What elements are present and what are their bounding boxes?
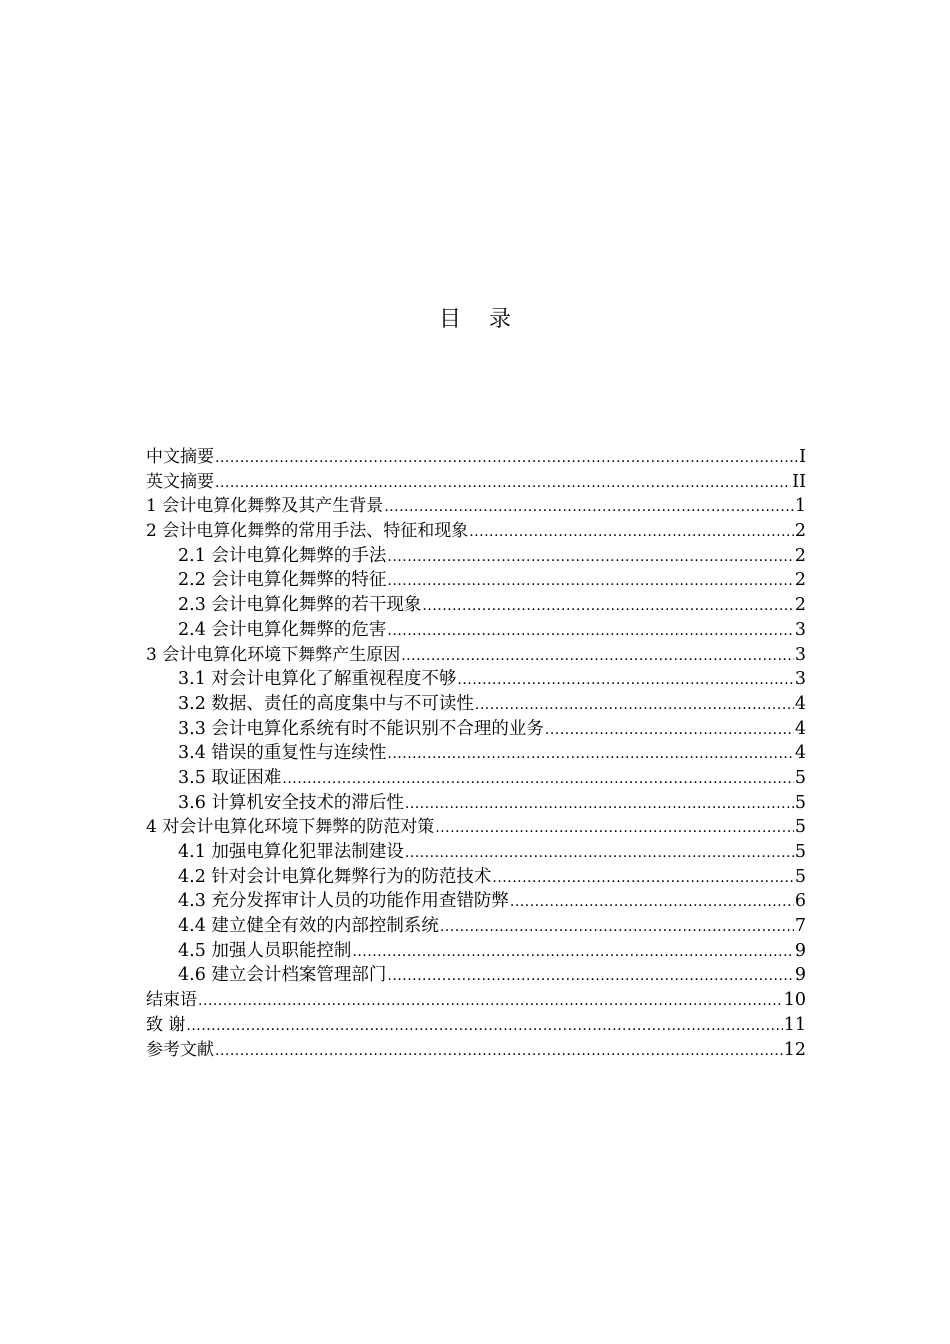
toc-dot-leader <box>387 569 793 593</box>
toc-entry-page: 2 <box>794 570 806 591</box>
toc-entry[interactable] <box>146 741 806 766</box>
toc-entry-label: 3.5 取证困难 <box>178 767 282 788</box>
toc-entry-page: 4 <box>794 743 806 764</box>
toc-entry-label: 4.4 建立健全有效的内部控制系统 <box>178 916 439 937</box>
toc-dot-leader <box>387 964 793 988</box>
toc-entry-label: 结束语 <box>146 990 197 1011</box>
toc-entry[interactable] <box>146 939 806 964</box>
toc-entry-page: 5 <box>794 792 806 813</box>
toc-dot-leader <box>457 668 793 692</box>
toc-dot-leader <box>215 1039 783 1063</box>
toc-title: 目录 <box>438 307 539 332</box>
toc-dot-leader <box>492 866 793 890</box>
toc-dot-leader <box>405 841 794 865</box>
toc-entry[interactable] <box>146 445 806 470</box>
toc-entry[interactable] <box>146 963 806 988</box>
toc-entry-label: 3.1 对会计电算化了解重视程度不够 <box>178 669 457 690</box>
toc-entry-page: 9 <box>794 965 806 986</box>
toc-entry[interactable] <box>146 643 806 668</box>
toc-entry[interactable] <box>146 717 806 742</box>
toc-entry[interactable] <box>146 889 806 914</box>
toc-entry[interactable] <box>146 544 806 569</box>
toc-dot-leader <box>387 619 793 643</box>
toc-entry-page: 10 <box>783 990 806 1011</box>
toc-entry-label: 4.2 针对会计电算化舞弊行为的防范技术 <box>178 866 492 887</box>
toc-entry[interactable] <box>146 593 806 618</box>
toc-entry[interactable] <box>146 667 806 692</box>
toc-entry-label: 2.4 会计电算化舞弊的危害 <box>178 619 387 640</box>
toc-entry-page: 3 <box>794 619 806 640</box>
toc-entry-page: 2 <box>794 545 806 566</box>
toc-entry[interactable] <box>146 988 806 1013</box>
toc-dot-leader <box>352 940 793 964</box>
toc-entry-page: 1 <box>794 496 806 517</box>
toc-entry-label: 3.6 计算机安全技术的滞后性 <box>178 792 404 813</box>
toc-entry[interactable] <box>146 840 806 865</box>
toc-dot-leader <box>510 890 794 914</box>
toc-entry-page: 5 <box>794 767 806 788</box>
toc-entry-label: 中文摘要 <box>146 447 214 467</box>
toc-entry[interactable] <box>146 494 806 519</box>
toc-entry[interactable] <box>146 692 806 717</box>
toc-entry-page: 9 <box>794 940 806 961</box>
toc-entry-page: 5 <box>794 817 806 838</box>
toc-entry[interactable] <box>146 791 806 816</box>
toc-dot-leader <box>545 718 794 742</box>
toc-dot-leader <box>387 742 793 766</box>
toc-dot-leader <box>215 446 798 470</box>
toc-entry-label: 4.5 加强人员职能控制 <box>178 940 352 961</box>
toc-entry-page: II <box>792 471 806 492</box>
toc-entry-page: 5 <box>794 866 806 887</box>
toc-entry-page: 2 <box>794 521 806 542</box>
toc-entry[interactable] <box>146 766 806 791</box>
toc-entry-page: 6 <box>794 891 806 912</box>
toc-dot-leader <box>401 644 794 668</box>
toc-entry-label: 2.1 会计电算化舞弊的手法 <box>178 545 387 566</box>
toc-dot-leader <box>387 545 793 569</box>
toc-entry-label: 4.1 加强电算化犯罪法制建设 <box>178 842 404 862</box>
table-of-contents <box>146 445 806 1062</box>
toc-dot-leader <box>198 989 783 1013</box>
toc-dot-leader <box>282 767 793 791</box>
toc-dot-leader <box>215 471 791 495</box>
toc-entry-page: 12 <box>783 1039 806 1060</box>
toc-entry[interactable] <box>146 815 806 840</box>
toc-dot-leader <box>405 792 794 816</box>
toc-dot-leader <box>384 495 794 519</box>
toc-entry-page: I <box>799 447 806 467</box>
toc-entry-label: 致 谢 <box>146 1014 186 1035</box>
toc-entry-page: 7 <box>794 916 806 937</box>
toc-dot-leader <box>440 915 794 939</box>
toc-entry-page: 3 <box>794 644 806 665</box>
toc-entry-page: 4 <box>794 693 806 714</box>
toc-entry-page: 3 <box>794 669 806 690</box>
toc-entry-page: 5 <box>794 842 806 862</box>
toc-entry-label: 参考文献 <box>146 1039 214 1060</box>
toc-entry-label: 2.2 会计电算化舞弊的特征 <box>178 570 387 591</box>
toc-entry[interactable] <box>146 1013 806 1038</box>
toc-entry-page: 4 <box>794 718 806 739</box>
toc-entry-label: 4 对会计电算化环境下舞弊的防范对策 <box>146 817 435 838</box>
toc-entry-label: 英文摘要 <box>146 471 214 492</box>
toc-dot-leader <box>475 693 794 717</box>
toc-entry-label: 2 会计电算化舞弊的常用手法、特征和现象 <box>146 521 469 542</box>
toc-dot-leader <box>469 520 794 544</box>
toc-entry[interactable] <box>146 568 806 593</box>
toc-entry-label: 4.6 建立会计档案管理部门 <box>178 965 387 986</box>
toc-dot-leader <box>186 1014 782 1038</box>
toc-entry-page: 11 <box>783 1014 806 1035</box>
toc-entry-label: 3.3 会计电算化系统有时不能识别不合理的业务 <box>178 718 544 739</box>
toc-entry[interactable] <box>146 470 806 495</box>
toc-entry-label: 1 会计电算化舞弊及其产生背景 <box>146 496 384 517</box>
toc-entry[interactable] <box>146 865 806 890</box>
toc-entry[interactable] <box>146 1038 806 1063</box>
toc-entry[interactable] <box>146 914 806 939</box>
toc-entry-page: 2 <box>794 595 806 616</box>
toc-entry[interactable] <box>146 519 806 544</box>
toc-entry-label: 3.4 错误的重复性与连续性 <box>178 743 387 764</box>
toc-dot-leader <box>422 594 793 618</box>
toc-entry-label: 4.3 充分发挥审计人员的功能作用查错防弊 <box>178 891 509 912</box>
toc-entry-label: 2.3 会计电算化舞弊的若干现象 <box>178 595 422 616</box>
toc-entry[interactable] <box>146 618 806 643</box>
toc-entry-label: 3 会计电算化环境下舞弊产生原因 <box>146 644 401 665</box>
toc-dot-leader <box>435 816 794 840</box>
toc-entry-label: 3.2 数据、责任的高度集中与不可读性 <box>178 693 474 714</box>
